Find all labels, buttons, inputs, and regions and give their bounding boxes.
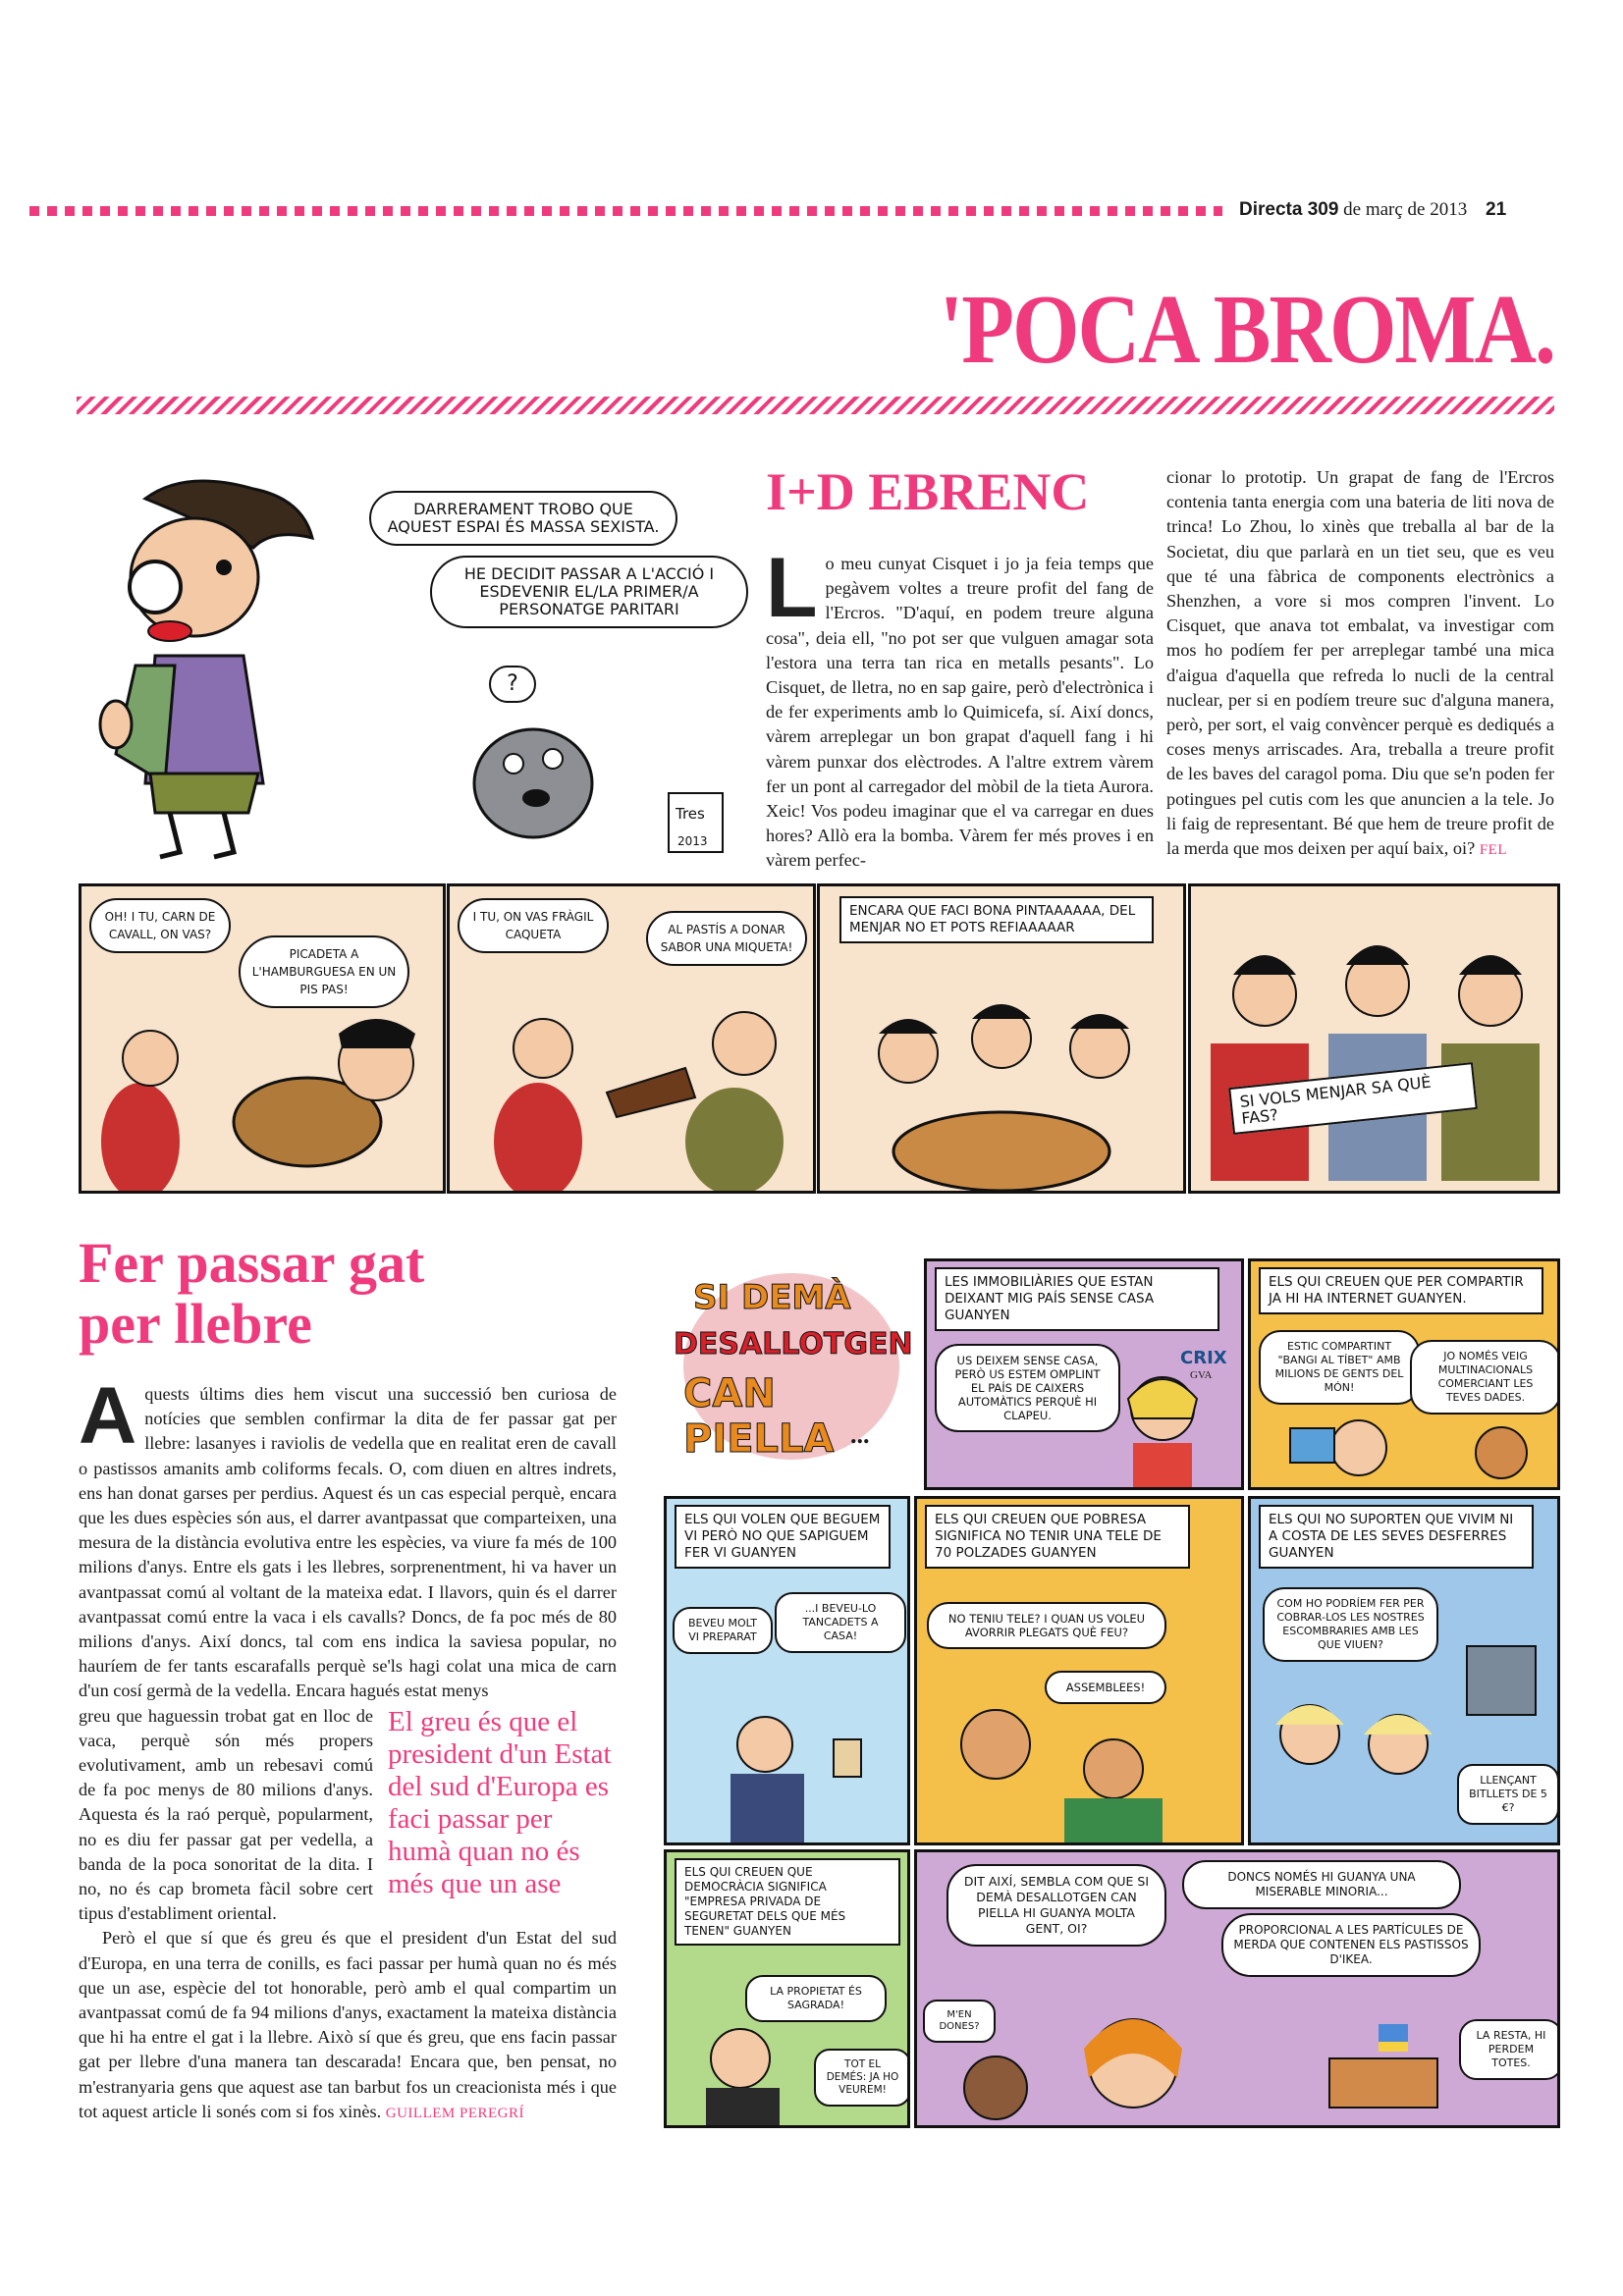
cartoon-signature-year: 2013 bbox=[677, 834, 708, 848]
comic-cell-1-signature2: GVA bbox=[1190, 1369, 1213, 1381]
strip-bubble-2a: I TU, ON VAS FRÀGIL CAQUETA bbox=[458, 898, 609, 953]
strip-panel-4 bbox=[1188, 883, 1560, 1194]
comic-cell-4 bbox=[914, 1496, 1244, 1845]
comic-cell-7-art bbox=[917, 1852, 1557, 2125]
strip-bubble-1b: PICADETA A L'HAMBURGUESA EN UN PIS PAS! bbox=[239, 935, 409, 1008]
cartoon-bubble-1: DARRERAMENT TROBO QUE AQUEST ESPAI ÉS MASSA SEXISTA. bbox=[369, 491, 677, 546]
article2-p2-text: Però el que sí que és greu és que el president d'un Estat del sud d'Europa, en una terra de conills, es faci passar per humà quan no és més que un ase, espècie del tot honorable, però amb el qual compartim un avantpassat comú de fa 94 milions d'anys, exactament la mateixa distància que hi ha entre el gat i la llebre. Això sí que és greu, que ens facin passar gat per llebre d'una manera tan descarada! Encara que, ben pensat, no m'estranyaria gens que aquest ase tan barbut fos un creacionista més i que tot aquest article li sonés com si fos xinès. bbox=[79, 1928, 617, 2121]
comic-cell-7-bubble1: DIT AIXÍ, SEMBLA COM QUE SI DEMÀ DESALLOTGEN CAN PIELLA HI GUANYA MOLTA GENT, OI? bbox=[947, 1864, 1166, 1947]
article2-p1-text: quests últims dies hem viscut una successió ben curiosa de notícies que semblen confirmar la dita de fer passar gat per llebre: lasanyes i raviolis de vedella que en realitat eren de cavall o pastissos amanits amb coliforms fecals. O, com diuen en altres indrets, ens han donat garses per perdius. Aquest és un cas especial perquè, encara que les dues espècies són aus, el darrer avantpassat que comparteixen, una mesura de la distància evolutiva entre les espècies, va viure fa més de 100 milions d'anys. Entre els gats i les llebres, sorprenentment, hi va haver un avantpassat comú al voltant de la mateixa edat. I llavors, quin és el darrer avantpassat comú entre la vaca i els cavalls? Doncs, de fa poc més de 80 milions d'anys. Així doncs, tal com ens indica la saviesa popular, no hauríem de fer tants escarafalls perquè se'ls hagi colat una mica de carn d'un cosí germà de la vedella. Encara hagués estat menys bbox=[79, 1384, 617, 1701]
strip-bubble-2b: AL PASTÍS A DONAR SABOR UNA MIQUETA! bbox=[646, 911, 807, 966]
comic-cell-3 bbox=[664, 1496, 910, 1845]
comic-cell-3-caption: ELS QUI VOLEN QUE BEGUEM VI PERÒ NO QUE SAPIGUEM FER VI GUANYEN bbox=[675, 1505, 891, 1569]
top-dotted-rule bbox=[29, 206, 1222, 216]
comic-cell-3-art bbox=[667, 1499, 907, 1842]
comic-cell-4-bubble1: NO TENIU TELE? I QUAN US VOLEU AVORRIR PLEGATS QUÈ FEU? bbox=[927, 1602, 1166, 1649]
comic-cell-7-bubble5: LA RESTA, HI PERDEM TOTES. bbox=[1459, 2019, 1560, 2080]
strip-bubble-1a: OH! I TU, CARN DE CAVALL, ON VAS? bbox=[89, 898, 231, 953]
comic-title-line1: SI DEMÀ bbox=[693, 1278, 851, 1317]
hatched-divider bbox=[77, 397, 1554, 414]
comic-cell-4-caption: ELS QUI CREUEN QUE POBRESA SIGNIFICA NO TENIR UNA TELE DE 70 POLZADES GUANYEN bbox=[925, 1505, 1190, 1569]
comic-title-dots: ... bbox=[850, 1420, 870, 1449]
article2-narrow-block bbox=[79, 1704, 373, 1927]
comic-cell-5 bbox=[1248, 1496, 1560, 1845]
comic-cell-6-caption: ELS QUI CREUEN QUE DEMOCRÀCIA SIGNIFICA "EMPRESA PRIVADA DE SEGURETAT DELS QUE MÉS TENEN" GUANYEN bbox=[675, 1858, 900, 1946]
page-number: 21 bbox=[1486, 199, 1507, 220]
article2-paragraph-2 bbox=[79, 1926, 617, 2126]
comic-cell-1-signature: CRIX bbox=[1180, 1348, 1227, 1368]
section-title: 'POCA BROMA. bbox=[939, 275, 1554, 385]
comic-cell-7 bbox=[914, 1849, 1560, 2128]
article1-byline: FEL bbox=[1479, 842, 1507, 859]
strip-panel-4-art bbox=[1191, 886, 1557, 1191]
article1-dropcap: L bbox=[766, 541, 818, 635]
cartoon-bubble-2: HE DECIDIT PASSAR A L'ACCIÓ I ESDEVENIR EL/LA PRIMER/A PERSONATGE PARITARI bbox=[430, 556, 748, 628]
strip-panel-3 bbox=[817, 883, 1186, 1194]
publication-name: Directa 309 bbox=[1239, 199, 1339, 220]
comic-cell-3-bubble1: BEVEU MOLT VI PREPARAT bbox=[673, 1607, 773, 1654]
article2-paragraph-1-cont: greu que haguessin trobat gat en lloc de vaca, perquè són més propers evolutivament, amb un rebesavi comú de fa poc menys de 80 milions d'anys. Aquesta és la raó perquè, popularment, no es diu fer passar gat per vedella, a banda de la poca sonoritat de la dita. I no, no és cap brometa fàcil sobre cert tipus d'establiment oriental. bbox=[79, 1705, 373, 1924]
comic-cell-6-bubble2: TOT EL DEMÉS: JA HO VEUREM! bbox=[814, 2049, 910, 2107]
article2-pullquote: El greu és que el president d'un Estat del sud d'Europa es faci passar per humà quan no és més que un ase bbox=[388, 1706, 612, 1899]
page-header bbox=[1239, 199, 1506, 221]
article2-dropcap: A bbox=[79, 1371, 137, 1461]
comic-cell-7-bubble3: DONCS NOMÉS HI GUANYA UNA MISERABLE MINORIA... bbox=[1182, 1860, 1461, 1909]
issue-date: de març de 2013 bbox=[1343, 199, 1468, 220]
comic-cell-3-bubble2: ...I BEVEU-LO TANCADETS A CASA! bbox=[775, 1592, 906, 1653]
strip-panel-1 bbox=[79, 883, 446, 1194]
article1-column-2 bbox=[1166, 465, 1554, 863]
cartoon-signature: Tres bbox=[676, 805, 705, 823]
comic-title-line3: CAN PIELLA bbox=[683, 1371, 835, 1462]
article1-title: I+D EBRENC bbox=[766, 462, 1090, 521]
comic-cell-2-bubble2: JO NOMÉS VEIG MULTINACIONALS COMERCIANT LES TEVES DADES. bbox=[1410, 1340, 1560, 1415]
comic-cell-7-bubble4: PROPORCIONAL A LES PARTÍCULES DE MERDA QUE CONTENEN ELS PASTISSOS D'IKEA. bbox=[1221, 1913, 1481, 1977]
article2-byline: GUILLEM PEREGRÍ bbox=[385, 2105, 525, 2121]
comic-cell-7-bubble2: M'EN DONES? bbox=[923, 2000, 996, 2043]
comic-cell-6-art bbox=[667, 1852, 907, 2125]
comic-title-line2: DESALLOTGEN bbox=[674, 1327, 913, 1362]
article1-col2-text: cionar lo prototip. Un grapat de fang de l'Ercros contenia tanta energia com una bateria de liti nova de trinca! Lo Zhou, lo xinès que treballa al bar de la Societat, diu que parlarà en un tiet seu, que es veu que té una fàbrica de components electrònics a Shenzhen, a vore si mos compren l'invent. Lo Cisquet, que anava tot embalat, va investigar com mos ho podíem fer per arreplegar també una mica d'aigua d'aquella que refreda lo nucli de la central nuclear, per si en podíem treure suc d'alguna manera, però, per sort, el vaig convèncer perquè es dediqués a coses menys arriscades. Ara, treballa a treure profit de les baves del caragol poma. Diu que se'n poden fer potingues pel cutis com les que anuncien a la tele. Jo li faig de representant. Bé que hem de treure profit de la merda que mos deixen per aquí baix, oi? bbox=[1166, 467, 1554, 859]
comic-cell-6 bbox=[664, 1849, 910, 2128]
comic-grid bbox=[664, 1239, 1554, 2122]
comic-cell-2-caption: ELS QUI CREUEN QUE PER COMPARTIR JA HI HA INTERNET GUANYEN. bbox=[1259, 1267, 1543, 1314]
article1-column-1 bbox=[766, 541, 1154, 874]
comic-cell-4-art bbox=[917, 1499, 1241, 1842]
comic-cell-5-caption: ELS QUI NO SUPORTEN QUE VIVIM NI A COSTA DE LES SEVES DESFERRES GUANYEN bbox=[1259, 1505, 1534, 1569]
comic-cell-2-bubble1: ESTIC COMPARTINT "BANGI AL TÍBET" AMB MILIONS DE GENTS DEL MÓN! bbox=[1259, 1330, 1420, 1405]
cartoon-bubble-3: ? bbox=[489, 666, 536, 703]
cartoon-top bbox=[77, 459, 744, 872]
strip-sign-4: SI VOLS MENJAR SA QUÈ FAS? bbox=[1228, 1062, 1478, 1135]
comic-cell-5-bubble1: COM HO PODRÍEM FER PER COBRAR-LOS LES NOSTRES ESCOMBRARIES AMB LES QUE VIUEN? bbox=[1263, 1587, 1438, 1662]
article2-title: Fer passar gat per llebre bbox=[79, 1231, 425, 1356]
comic-cell-5-bubble2: LLENÇANT BITLLETS DE 5 €? bbox=[1457, 1764, 1559, 1825]
strip-caption-3: ENCARA QUE FACI BONA PINTAAAAAA, DEL MENJAR NO ET POTS REFIAAAAAR bbox=[839, 896, 1154, 943]
comic-cell-5-art bbox=[1251, 1499, 1557, 1842]
comic-cell-6-bubble1: LA PROPIETAT ÉS SAGRADA! bbox=[745, 1975, 887, 2022]
strip-panel-2 bbox=[447, 883, 816, 1194]
comic-cell-2-art bbox=[1251, 1261, 1557, 1487]
comic-cell-2 bbox=[1248, 1258, 1560, 1490]
comic-cell-1-bubble: US DEIXEM SENSE CASA, PERÒ US ESTEM OMPLINT EL PAÍS DE CAIXERS AUTOMÀTICS PERQUÈ HI CLAPEU. bbox=[935, 1344, 1120, 1432]
article2-paragraph-1 bbox=[79, 1371, 617, 1704]
comic-cell-4-bubble2: ASSEMBLEES! bbox=[1045, 1671, 1166, 1704]
comic-cell-1-caption: LES IMMOBILIÀRIES QUE ESTAN DEIXANT MIG PAÍS SENSE CASA GUANYEN bbox=[935, 1267, 1219, 1331]
comic-cell-1 bbox=[924, 1258, 1244, 1490]
comic-title-badge bbox=[674, 1258, 913, 1465]
article1-col1-text: o meu cunyat Cisquet i jo ja feia temps que pegàvem voltes a treure profit del fang de l'Ercros. "D'aquí, en podem treure alguna cosa", deia ell, "no pot ser que vulguen amagar sota l'estora una terra tan rica en metalls pesants". Lo Cisquet, de lletra, no en sap gaire, però d'electrònica i de fer experiments amb lo Quimicefa, sí. Així doncs, vàrem arreplegar un bon grapat d'aquell fang i hi vàrem punxar dos elèctrodes. A l'altre extrem vàrem fer un pont al carregador del mòbil de la tieta Aurora. Xeic! Vos podeu imaginar que el va carregar en dues hores? Allò era la bomba. Vàrem fer més proves i en vàrem perfec- bbox=[766, 554, 1154, 871]
